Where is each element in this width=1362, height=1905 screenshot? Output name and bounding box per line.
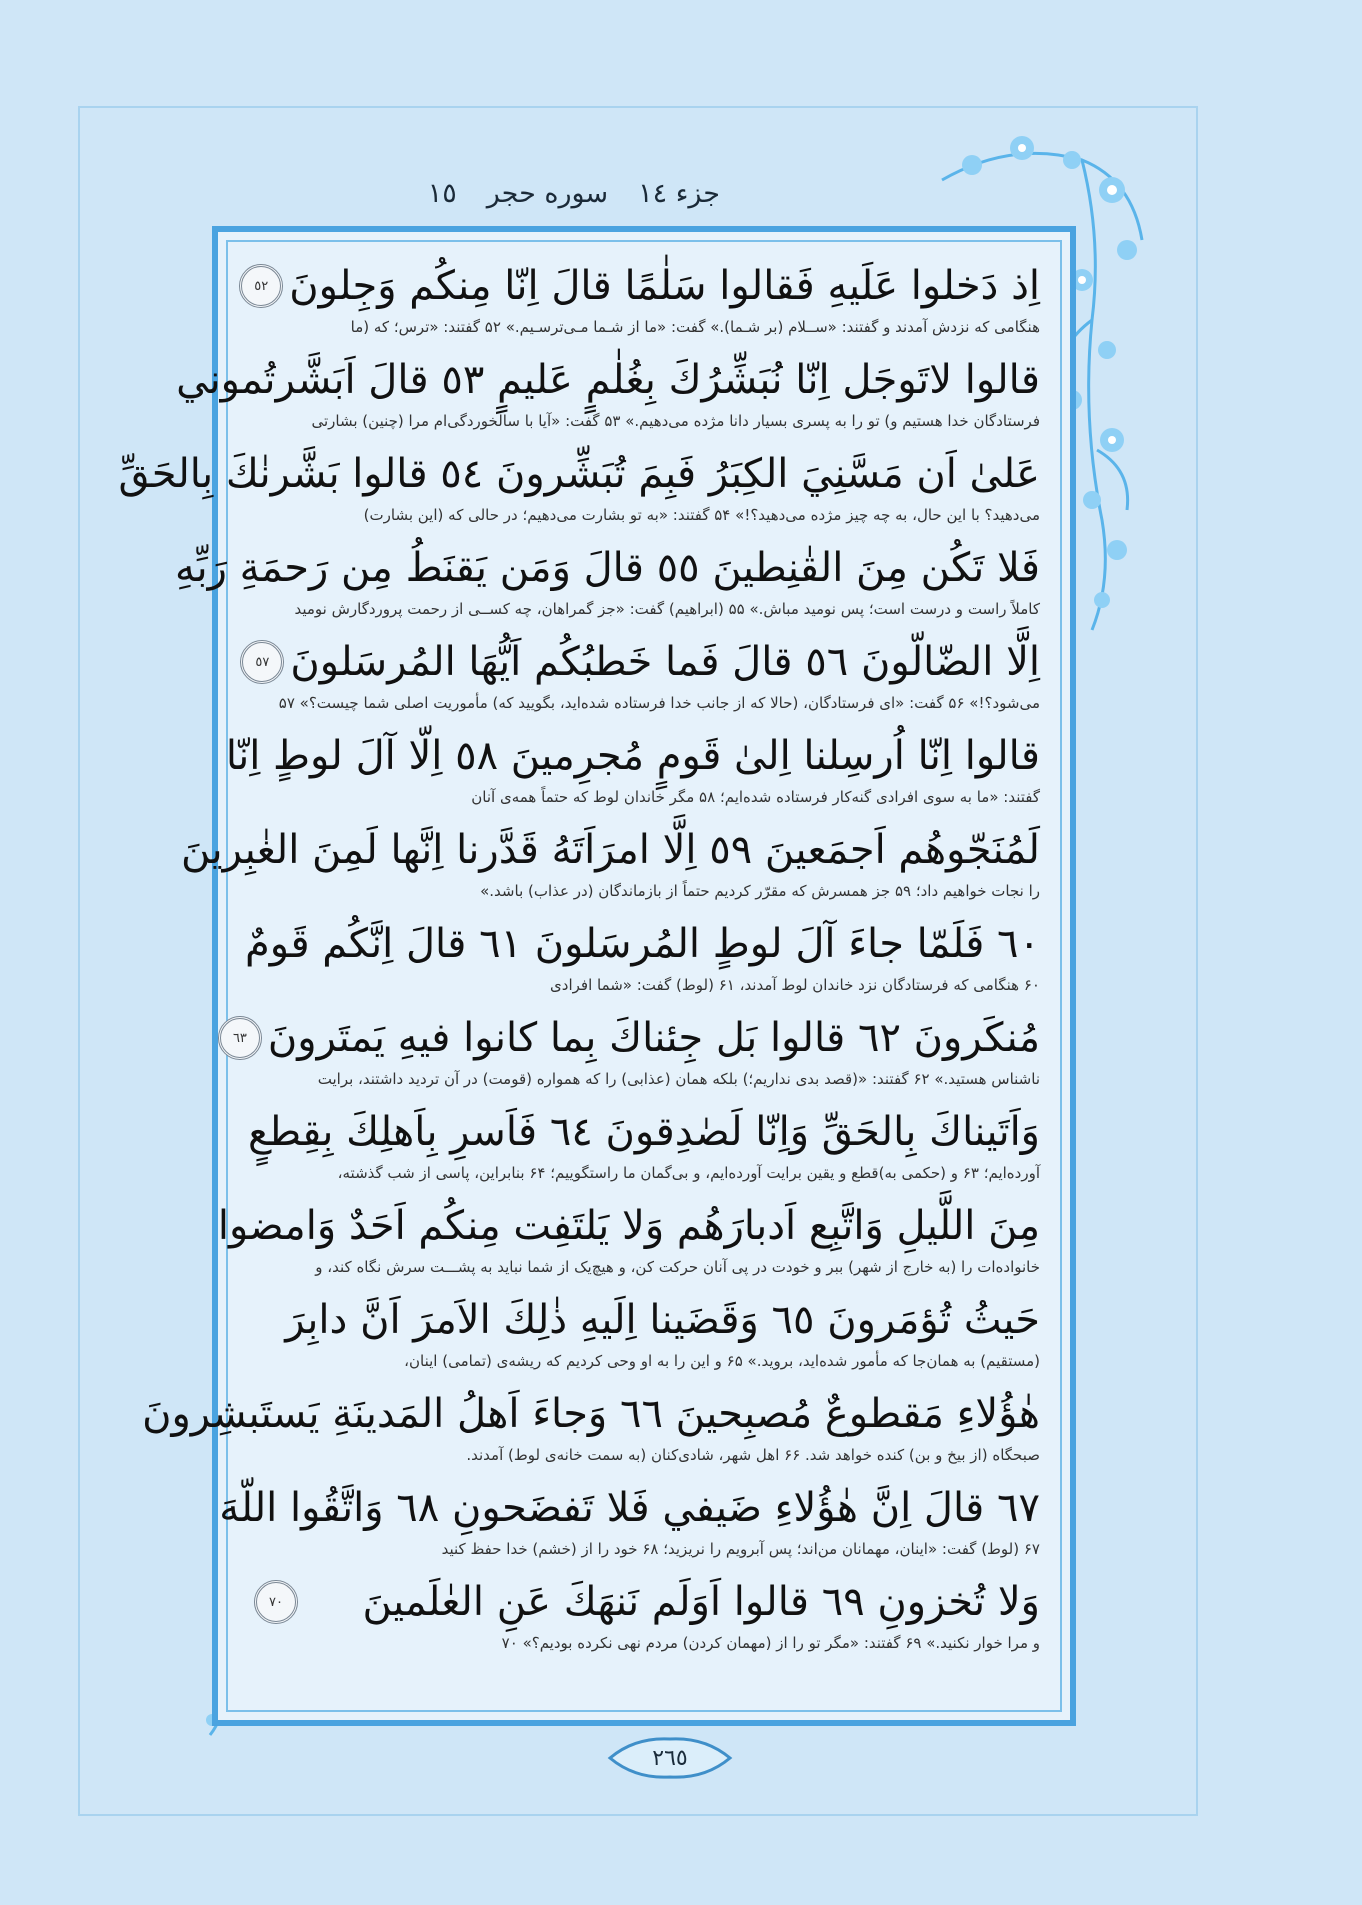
verse-text: قالوا لاتَوجَل اِنّا نُبَشِّرُكَ بِغُلٰمٍ عَليمٍ ٥٣ قالَ اَبَشَّرتُموني (176, 357, 1040, 403)
verse-text: مُنكَرونَ ٦٢ قالوا بَل جِئناكَ بِما كانوا فيهِ يَمتَرونَ (267, 1015, 1040, 1061)
verse-text: مِنَ اللَّيلِ وَاتَّبِع اَدبارَهُم وَلا يَلتَفِت مِنكُم اَحَدٌ وَامضوا (217, 1203, 1040, 1249)
page-header (380, 170, 720, 216)
verse-line (232, 1006, 1040, 1070)
surah-page-number: ١٥ (427, 177, 457, 209)
verse-line (176, 348, 1040, 412)
juz-label: جزء ١٤ (638, 177, 720, 209)
translation-line: ۶۰ هنگامی که فرستادگان نزد خاندان لوط آمدند، ۶۱ (لوط) گفت: «شما افرادی (550, 976, 1040, 994)
verse-text: اِذ دَخلوا عَلَيهِ فَقالوا سَلٰمًا قالَ اِنّا مِنكُم وَجِلونَ (289, 263, 1040, 309)
verse-line (175, 536, 1040, 600)
quran-text-block (118, 254, 1040, 1698)
verse-line (181, 818, 1040, 882)
surah-name: سوره حجر (486, 177, 609, 209)
verse-line (217, 1194, 1040, 1258)
verse-text: هٰؤُلاءِ مَقطوعٌ مُصبِحينَ ٦٦ وَجاءَ اَهلُ المَدينَةِ يَستَبشِرونَ (142, 1391, 1040, 1437)
verse-text: ٦٠ فَلَمّا جاءَ آلَ لوطٍ المُرسَلونَ ٦١ قالَ اِنَّكُم قَومٌ (245, 921, 1040, 967)
translation-line: و مرا خوار نکنید.» ۶۹ گفتند: «مگر تو را از (مهمان کردن) مردم نهی نکرده بودیم؟» ۷۰ (501, 1634, 1040, 1652)
verse-line (225, 724, 1040, 788)
page-number-badge (600, 1735, 740, 1781)
verse-text: عَلىٰ اَن مَسَّنِيَ الكِبَرُ فَبِمَ تُبَشِّرونَ ٥٤ قالوا بَشَّرنٰكَ بِالحَقِّ (118, 451, 1040, 497)
verse-line (248, 1288, 1040, 1352)
verse-line (142, 1382, 1040, 1446)
verse-text: ٦٧ قالَ اِنَّ هٰؤُلاءِ ضَيفي فَلا تَفضَحونِ ٦٨ وَاتَّقُوا اللّهَ (219, 1485, 1040, 1531)
translation-line: فرستادگان خدا هستیم و) تو را به پسری بسیار دانا مژده می‌دهیم.» ۵۳ گفت: «آیا با سالخوردگی‌ام مرا (چنین) بشارتی (311, 412, 1040, 430)
verse-line (245, 912, 1040, 976)
verse-number-marker: ٥٢ (239, 264, 283, 308)
translation-line: ناشناس هستید.» ۶۲ گفتند: «(قصد بدی نداریم؛) بلکه همان (عذابی) را که همواره (قومت) در آن تردید داشتند، برایت (317, 1070, 1040, 1088)
translation-line: گفتند: «ما به سوی افرادی گنه‌کار فرستاده شده‌ایم؛ ۵۸ مگر خاندان لوط که حتماً همه‌ی آنان (471, 788, 1040, 806)
verse-number-marker: ٥٧ (240, 640, 284, 684)
verse-line (248, 1100, 1040, 1164)
verse-number-marker: ٧٠ (254, 1580, 298, 1624)
translation-line: کاملاً راست و درست است؛ پس نومید مباش.» ۵۵ (ابراهیم) گفت: «جز گمراهان، چه کســی از رحمت پروردگارش نومید (294, 600, 1040, 618)
verse-text: لَمُنَجّوهُم اَجمَعينَ ٥٩ اِلَّا امرَاَتَهُ قَدَّرنا اِنَّها لَمِنَ الغٰبِرينَ (181, 827, 1040, 873)
page-number: ٢٦٥ (652, 1745, 688, 1771)
verse-text: قالوا اِنّا اُرسِلنا اِلىٰ قَومٍ مُجرِمينَ ٥٨ اِلّا آلَ لوطٍ اِنّا (225, 733, 1040, 779)
verse-text: اِلَّا الضّالّونَ ٥٦ قالَ فَما خَطبُكُم اَيُّهَا المُرسَلونَ (290, 639, 1040, 685)
verse-line (219, 1476, 1040, 1540)
verse-group-1 (248, 254, 1040, 348)
translation-line: می‌شود؟!» ۵۶ گفت: «ای فرستادگان، (حالا که از جانب خدا فرستاده شده‌اید، بگویید که) مأموریت اصلی شما چیست؟» ۵۷ (278, 694, 1040, 712)
translation-line: آورده‌ایم؛ ۶۳ و (حکمی به)قطع و یقین برایت آورده‌ایم، و بی‌گمان ما راستگوییم؛ ۶۴ بنابراین، پاسی از شب گذشته، (337, 1164, 1040, 1182)
translation-line: ۶۷ (لوط) گفت: «اینان، مهمانان من‌اند؛ پس آبرویم را نریزید؛ ۶۸ خود را از (خشم) خدا حفظ کنید (441, 1540, 1040, 1558)
verse-text: وَاَتَيناكَ بِالحَقِّ وَاِنّا لَصٰدِقونَ ٦٤ فَاَسرِ بِاَهلِكَ بِقِطعٍ (247, 1109, 1040, 1155)
translation-line: هنگامی که نزدش آمدند و گفتند: «ســلام (بر شـما).» گفت: «ما از شـما مـی‌ترسـیم.» ۵۲ گفتند: «ترس؛ که (ما (350, 318, 1040, 336)
verse-line (248, 630, 1040, 694)
verse-text: وَلا تُخزونِ ٦٩ قالوا اَوَلَم نَنهَكَ عَنِ العٰلَمينَ (362, 1579, 1040, 1625)
verse-number-marker: ٦٣ (218, 1016, 262, 1060)
translation-line: صبحگاه (از بیخ و بن) کنده خواهد شد. ۶۶ اهل شهر، شادی‌کنان (به سمت خانه‌ی لوط) آمدند. (466, 1446, 1040, 1464)
translation-line: خانواده‌ات را (به خارج از شهر) ببر و خودت در پی آنان حرکت کن، و هیچ‌یک از شما نباید به پشـــت سرش نگاه کند، و (315, 1258, 1040, 1276)
verse-text: فَلا تَكُن مِنَ القٰنِطينَ ٥٥ قالَ وَمَن يَقنَطُ مِن رَحمَةِ رَبِّهِ (175, 545, 1040, 591)
quran-page-frame (118, 226, 1076, 1726)
verse-line (248, 254, 1040, 318)
translation-line: را نجات خواهیم داد؛ ۵۹ جز همسرش که مقرّر کردیم حتماً از بازماندگان (در عذاب) باشد.» (480, 882, 1040, 900)
verse-line (248, 1570, 1040, 1634)
verse-line (118, 442, 1040, 506)
verse-text: حَيثُ تُؤمَرونَ ٦٥ وَقَضَينا اِلَيهِ ذٰلِكَ الاَمرَ اَنَّ دابِرَ (285, 1297, 1040, 1343)
translation-line: (مستقیم) به همان‌جا که مأمور شده‌اید، بروید.» ۶۵ و این را به او وحی کردیم که ریشه‌ی (تمامی) اینان، (404, 1352, 1040, 1370)
translation-line: می‌دهید؟ با این حال، به چه چیز مژده می‌دهید؟!» ۵۴ گفتند: «به تو بشارت می‌دهیم؛ در حالی که (این بشارت) (363, 506, 1040, 524)
